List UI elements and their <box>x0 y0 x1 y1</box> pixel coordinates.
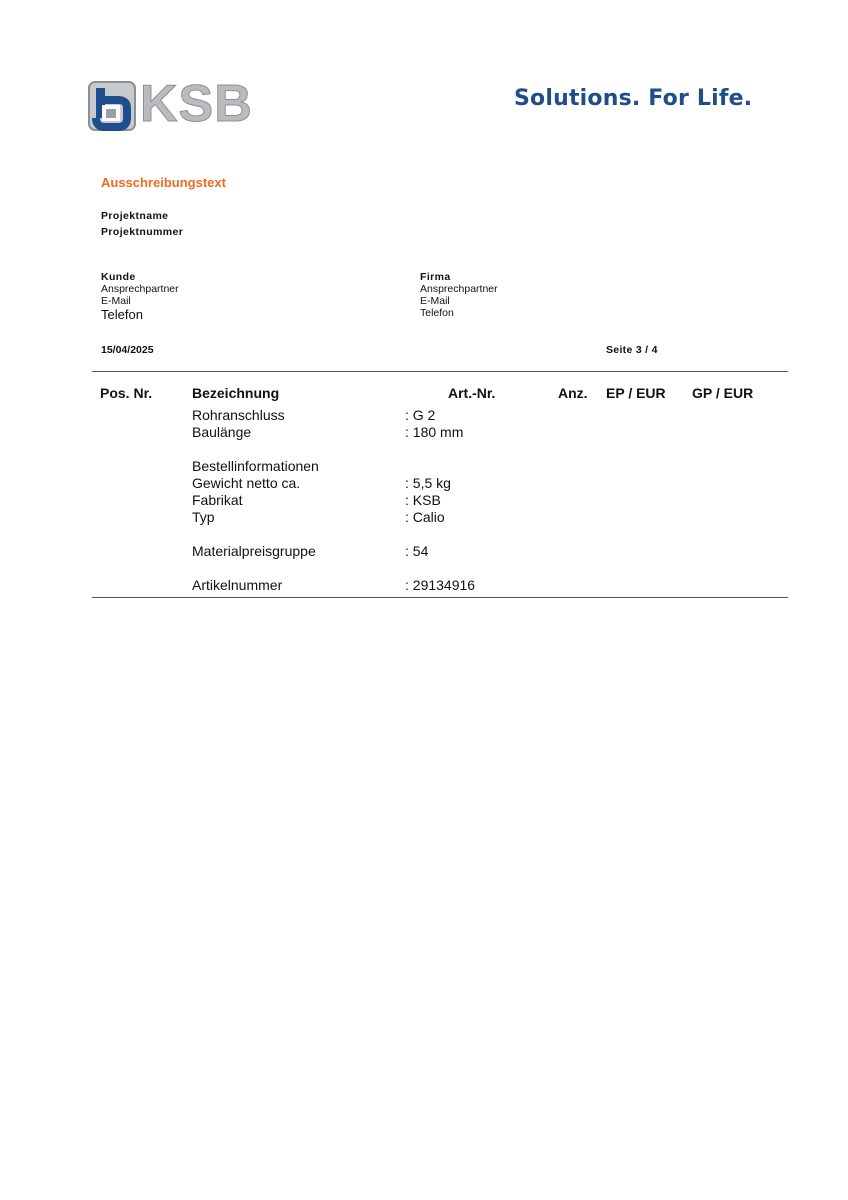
company-contact-label: Ansprechpartner <box>420 283 498 295</box>
customer-phone-label: Telefon <box>101 307 143 322</box>
company-email-label: E-Mail <box>420 295 450 307</box>
document-title: Ausschreibungstext <box>101 175 226 190</box>
company-heading: Firma <box>420 271 451 283</box>
spec-label: Baulänge <box>192 424 252 440</box>
spec-label: Typ <box>192 509 215 525</box>
spec-value: : 29134916 <box>405 577 476 593</box>
spec-value: : 5,5 kg <box>405 475 451 491</box>
spec-value: : 180 mm <box>405 424 464 440</box>
spec-label: Gewicht netto ca. <box>192 475 301 491</box>
ksb-logo-icon <box>88 78 136 134</box>
header-total-price: GP / EUR <box>692 385 754 401</box>
spec-value: : KSB <box>405 492 441 508</box>
project-number-label: Projektnummer <box>101 226 184 238</box>
spec-label: Rohranschluss <box>192 407 285 423</box>
logo-wordmark: KSB <box>140 75 253 133</box>
customer-contact-label: Ansprechpartner <box>101 283 179 295</box>
company-phone-label: Telefon <box>420 307 454 319</box>
header-description: Bezeichnung <box>192 385 280 401</box>
table-top-rule <box>92 371 788 372</box>
spec-value: : G 2 <box>405 407 436 423</box>
table-bottom-rule <box>92 597 788 598</box>
header-unit-price: EP / EUR <box>606 385 666 401</box>
spec-label: Fabrikat <box>192 492 243 508</box>
project-name-label: Projektname <box>101 210 169 222</box>
document-date: 15/04/2025 <box>101 344 154 356</box>
customer-block <box>101 271 179 323</box>
header-quantity: Anz. <box>558 385 588 401</box>
spec-value: : 54 <box>405 543 429 559</box>
spec-label: Artikelnummer <box>192 577 283 593</box>
spec-label: Materialpreisgruppe <box>192 543 316 559</box>
customer-heading: Kunde <box>101 271 136 283</box>
slogan: Solutions. For Life. <box>514 86 753 111</box>
header-pos: Pos. Nr. <box>100 385 153 401</box>
header-article: Art.-Nr. <box>448 385 496 401</box>
ksb-logo <box>88 75 268 134</box>
spec-section-heading: Bestellinformationen <box>192 458 319 474</box>
company-block <box>420 271 498 319</box>
page-number: Seite 3 / 4 <box>606 344 658 356</box>
spec-value: : Calio <box>405 509 445 525</box>
customer-email-label: E-Mail <box>101 295 131 307</box>
